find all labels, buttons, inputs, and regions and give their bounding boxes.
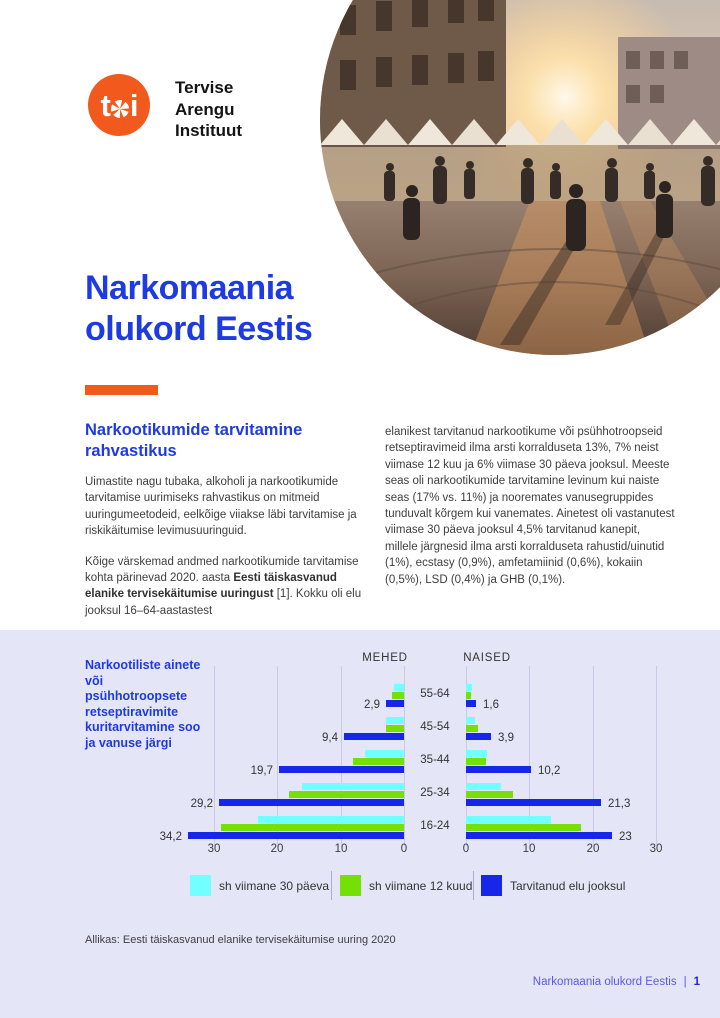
page-title-line1: Narkomaania [85,269,294,307]
bar-naised-55-64 [466,692,471,699]
bar-mehed-25-34 [302,783,404,790]
bar-naised-25-34 [466,799,601,806]
source-note: Allikas: Eesti täiskasvanud elanike tervisekäitumise uuring 2020 [85,934,396,946]
bar-mehed-16-24 [221,824,404,831]
legend-swatch-last12 [340,875,361,896]
bar-naised-25-34 [466,783,501,790]
bar-naised-55-64 [466,684,472,691]
bar-naised-35-44 [466,758,486,765]
chart-panel [0,630,720,1018]
legend-item-lifetime [481,875,625,896]
legend-item-last12 [340,875,472,896]
footer-separator: | [683,976,687,988]
body-paragraph-3: elanikest tarvitanud narkootikume või psühhotroopseid retseptiravimeid ilma arsti korralduseta 13%, 7% neist viimase 12 kuu ja 6% viimase 30 päeva jooksul. Meeste seas oli narkootikumide tarvitamine levinum kui naiste seas (17% vs. 11%) ja nooremates vanusegruppides tunduvalt kõrgem kui vanemates. Ainetest oli vastanutest viimase 30 päeva jooksul 4,5% tarvitanud kanepit, millele järgnesid ilma arsti korralduseta rahustid/uinutid (1%), ecstasy (0,9%), amfetamiinid (0,6%), kokaiin (0,5%), LSD (0,4%) ja GHB (0,1%). [385,426,675,586]
org-name-line3: Instituut [175,121,243,140]
hero-photo [320,0,720,355]
bar-mehed-25-34 [289,791,404,798]
org-name [175,77,242,142]
bar-mehed-45-54 [386,717,404,724]
value-label-naised-55-64: 1,6 [483,699,499,711]
category-label-16-24: 16-24 [420,820,450,832]
bar-naised-16-24 [466,832,612,839]
bar-naised-16-24 [466,816,551,823]
bar-mehed-35-44 [365,750,404,757]
para2-text-end: [1]. Kokku oli elu jooksul 16–64-aastastest [85,588,362,617]
category-label-25-34: 25-34 [420,787,450,799]
bar-mehed-45-54 [386,725,404,732]
page-footer [533,976,700,988]
org-name-line2: Arengu [175,99,235,119]
legend-label-lifetime: Tarvitanud elu jooksul [510,878,626,893]
bar-mehed-25-34 [219,799,404,806]
value-label-naised-35-44: 10,2 [538,765,561,777]
bar-naised-16-24 [466,824,581,831]
value-label-mehed-25-34: 29,2 [190,798,213,810]
diverging-bar-chart [0,630,720,1018]
tai-logo-mark [100,87,138,123]
value-label-mehed-55-64: 2,9 [364,699,380,711]
axis-tick-label-naised-0: 0 [462,843,470,855]
value-label-naised-25-34: 21,3 [608,798,631,810]
axis-tick-label-naised-20: 20 [586,843,600,855]
bar-naised-25-34 [466,791,513,798]
chart-title: Narkootiliste ainete või psühhotroopsete retseptiravimite kuritarvitamine soo ja vanuse järgi [85,658,201,750]
value-label-mehed-16-24: 34,2 [159,831,182,843]
axis-tick-label-mehed-10: 10 [334,843,348,855]
value-label-mehed-35-44: 19,7 [250,765,273,777]
bar-mehed-55-64 [386,700,404,707]
legend-label-last12: sh viimane 12 kuud [369,878,473,893]
page-title [85,268,312,350]
bar-mehed-35-44 [279,766,404,773]
bar-mehed-35-44 [353,758,404,765]
section-heading: Narkootikumide tarvitamine rahvastikus [85,421,303,460]
axis-tick-label-mehed-20: 20 [270,843,284,855]
legend-separator-2 [473,871,474,900]
legend-label-last30: sh viimane 30 päeva [219,878,330,893]
legend-swatch-lifetime [481,875,502,896]
chart-gridline-naised-30 [656,666,657,846]
panel-header-mehed: MEHED [362,652,408,664]
category-label-55-64: 55-64 [420,688,450,700]
value-label-naised-16-24: 23 [619,831,632,843]
footer-title: Narkomaania olukord Eestis [532,976,677,988]
bar-naised-45-54 [466,717,475,724]
para2-text: Kõige värskemad andmed narkootikumide tarvitamise kohta pärinevad 2020. aasta [85,555,359,585]
chart-gridline-mehed-30 [214,666,215,846]
body-paragraph-2 [85,554,375,620]
tai-logo [88,74,150,136]
bar-mehed-55-64 [392,692,404,699]
org-name-line1: Tervise [175,78,234,97]
accent-divider [85,385,158,395]
legend-item-last30 [190,875,329,896]
bar-mehed-16-24 [258,816,404,823]
category-label-35-44: 35-44 [420,754,450,766]
value-label-naised-45-54: 3,9 [498,732,514,744]
bar-naised-35-44 [466,766,531,773]
bar-naised-45-54 [466,725,478,732]
page-number: 1 [693,976,700,988]
value-label-mehed-45-54: 9,4 [322,732,338,744]
bar-naised-35-44 [466,750,487,757]
axis-tick-label-naised-10: 10 [522,843,536,855]
category-label-45-54: 45-54 [420,721,450,733]
axis-tick-label-mehed-0: 0 [400,843,408,855]
panel-header-naised: NAISED [463,652,511,664]
legend-separator-1 [331,871,332,900]
bar-mehed-55-64 [394,684,404,691]
legend-swatch-last30 [190,875,211,896]
logo-letter-i: i [129,87,138,123]
body-paragraph-1: Uimastite nagu tubaka, alkoholi ja narkootikumide tarvitamise uurimiseks rahvastikus on mitmeid uuringumeetodeid, eelkõige viiakse läbi tarvitamise ja riskikäitumise levimusuuringuid. [85,476,357,538]
axis-tick-label-mehed-30: 30 [207,843,221,855]
bar-mehed-16-24 [188,832,404,839]
para2-bold-text: Eesti täiskasvanud elanike tervisekäitumise uuringust [85,572,337,601]
text-column-left [85,420,375,619]
text-column-right [385,424,675,588]
logo-letter-t: t [100,87,110,123]
street-scene-illustration [320,0,720,355]
bar-naised-55-64 [466,700,476,707]
chart-gridline-naised-20 [593,666,594,846]
page-title-line2: olukord Eestis [85,310,313,348]
bar-naised-45-54 [466,733,491,740]
bar-mehed-45-54 [344,733,404,740]
axis-tick-label-naised-30: 30 [649,843,663,855]
logo-wheel-icon [111,100,129,118]
